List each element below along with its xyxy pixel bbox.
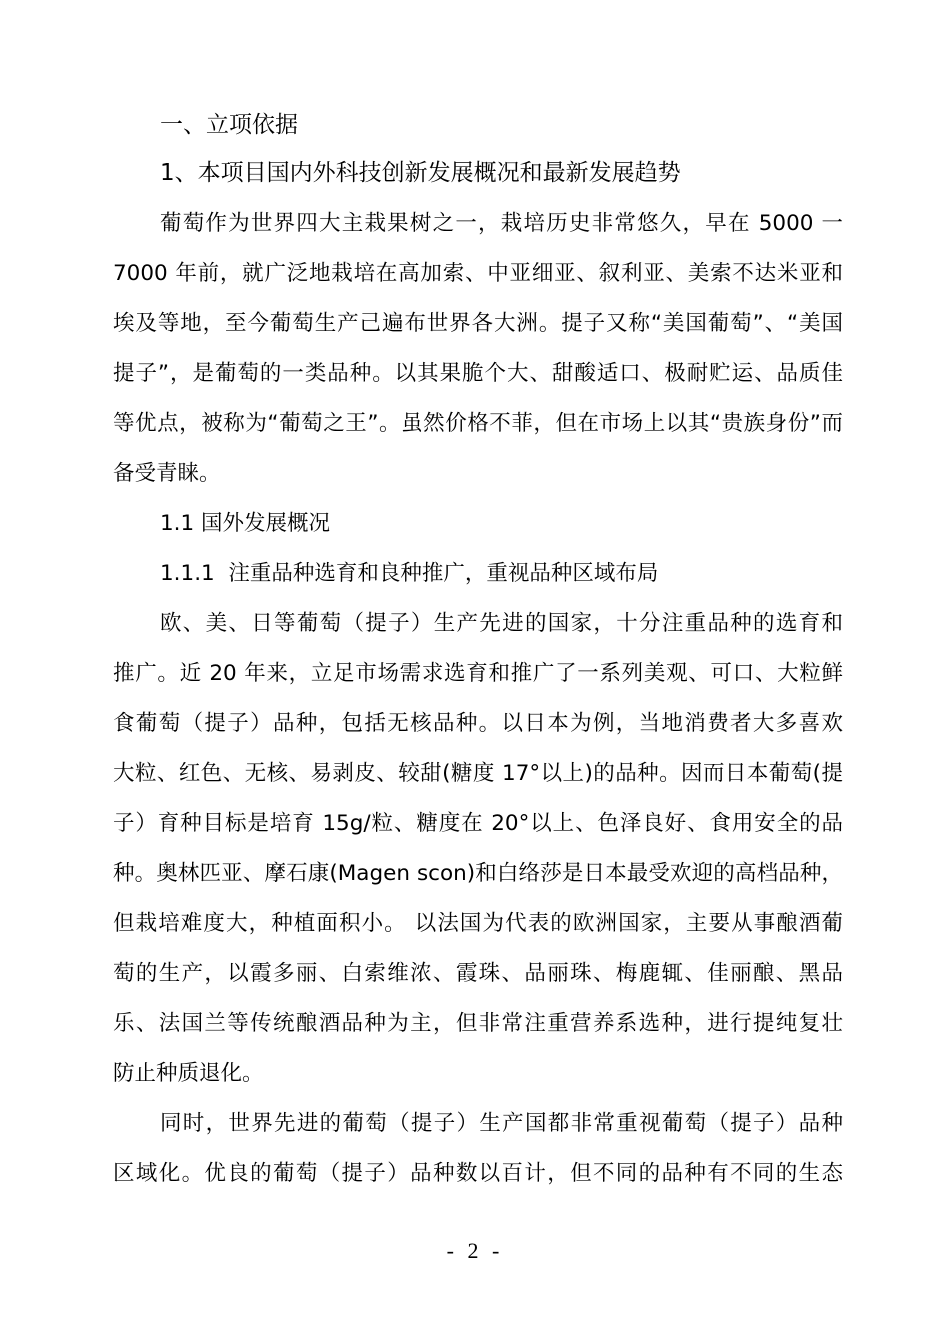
paragraph-line: 种。奥林匹亚、摩石康(Magen scon)和白络莎是日本最受欢迎的高档品种， <box>113 861 843 886</box>
paragraph-line: 提子”，是葡萄的一类品种。以其果脆个大、甜酸适口、极耐贮运、品质佳 <box>113 361 843 386</box>
page-number: - 2 - <box>446 1238 504 1263</box>
paragraph-line: 防止种质退化。 <box>113 1061 264 1086</box>
section-title: 1.1 国外发展概况 <box>160 511 331 536</box>
paragraph-line: 子）育种目标是培育 15g/粒、糖度在 20°以上、色泽良好、食用安全的品 <box>113 811 843 836</box>
paragraph-line: 食葡萄（提子）品种，包括无核品种。以日本为例，当地消费者大多喜欢 <box>113 711 843 736</box>
paragraph-line: 欧、美、日等葡萄（提子）生产先进的国家，十分注重品种的选育和 <box>160 611 843 636</box>
paragraph-line: 埃及等地，至今葡萄生产己遍布世界各大洲。提子又称“美国葡萄”、“美国 <box>113 311 843 336</box>
subsection-title: 1.1.1 注重品种选育和良种推广，重视品种区域布局 <box>160 561 659 586</box>
paragraph-line: 备受青睐。 <box>113 461 221 486</box>
paragraph-line: 区域化。优良的葡萄（提子）品种数以百计，但不同的品种有不同的生态 <box>113 1161 843 1186</box>
paragraph-line: 葡萄作为世界四大主栽果树之一，栽培历史非常悠久，早在 5000 一 <box>160 211 843 236</box>
paragraph-line: 等优点，被称为“葡萄之王”。虽然价格不菲，但在市场上以其“贵族身份”而 <box>113 411 843 436</box>
paragraph-line: 乐、法国兰等传统酿酒品种为主，但非常注重营养系选种，进行提纯复壮 <box>113 1011 843 1036</box>
paragraph-line: 推广。近 20 年来，立足市场需求选育和推广了一系列美观、可口、大粒鲜 <box>113 661 843 686</box>
paragraph-line: 大粒、红色、无核、易剥皮、较甜(糖度 17°以上)的品种。因而日本葡萄(提 <box>113 761 843 786</box>
paragraph-line: 但栽培难度大，种植面积小。 以法国为代表的欧洲国家，主要从事酿酒葡 <box>113 911 843 936</box>
paragraph-line: 7000 年前，就广泛地栽培在高加索、中亚细亚、叙利亚、美索不达米亚和 <box>113 261 843 286</box>
section-heading: 一、立项依据 <box>160 112 298 138</box>
paragraph-line: 萄的生产，以霞多丽、白索维浓、霞珠、品丽珠、梅鹿辄、佳丽酿、黑品 <box>113 961 843 986</box>
subsection-heading: 1、本项目国内外科技创新发展概况和最新发展趋势 <box>160 160 681 186</box>
paragraph-line: 同时，世界先进的葡萄（提子）生产国都非常重视葡萄（提子）品种 <box>160 1111 843 1136</box>
